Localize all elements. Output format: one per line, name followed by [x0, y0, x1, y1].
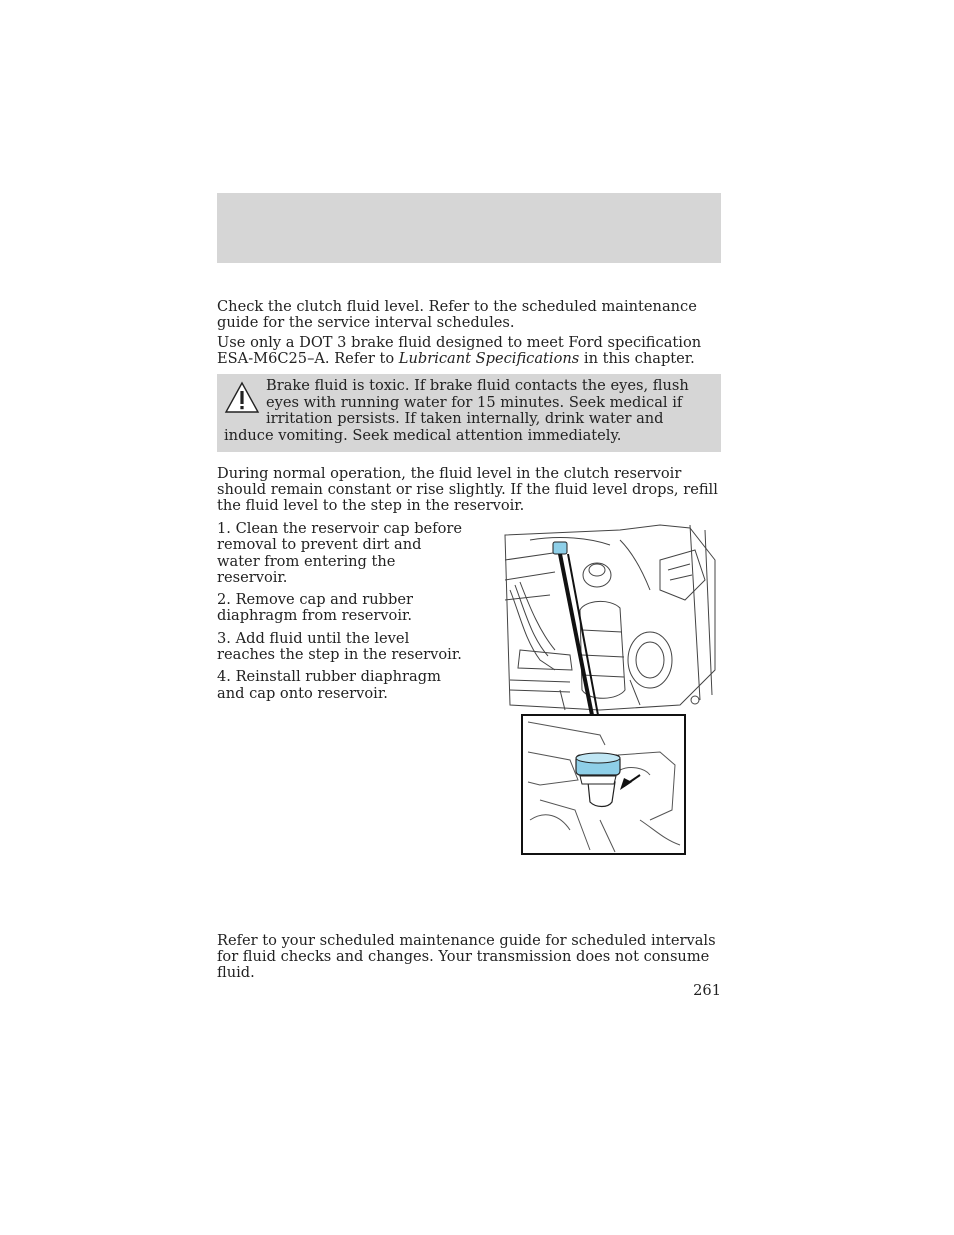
reservoir-cap-icon — [553, 542, 567, 554]
refill-steps-list — [217, 521, 467, 708]
normal-operation-paragraph: During normal operation, the fluid level in the clutch reservoir should remain constant or rise slightly. If the fluid level drops, refill the fluid level to the step in the reservoir. — [217, 465, 718, 514]
transmission-paragraph: Refer to your scheduled maintenance guide for scheduled intervals for fluid checks and changes. Your transmission does not consume fluid. — [217, 932, 716, 981]
spec-text-end: in this chapter. — [579, 350, 695, 367]
lubricant-specifications-reference: Lubricant Specifications — [398, 350, 580, 367]
warning-text: Brake fluid is toxic. If brake fluid contacts the eyes, flush eyes with running water for 15 minutes. Seek medical if irritation persists. If taken internally, drink water and induce vomiting. Seek medical attention immediately. — [224, 377, 689, 444]
check-clutch-paragraph: Check the clutch fluid level. Refer to the scheduled maintenance guide for the service interval schedules. — [217, 298, 697, 331]
brake-fluid-spec-paragraph — [217, 335, 721, 367]
step-item: 1. Clean the reservoir cap before removal to prevent dirt and water from entering the reservoir. — [217, 520, 462, 586]
spec-text-start: Use only a DOT 3 brake fluid designed to meet Ford specification ESA-M6C25–A. Refer to — [217, 334, 702, 367]
step-item: 3. Add fluid until the level reaches the step in the reservoir. — [217, 629, 462, 664]
page-number: 261 — [693, 982, 721, 999]
clutch-reservoir-illustration — [500, 520, 720, 860]
step-item: 2. Remove cap and rubber diaphragm from reservoir. — [217, 591, 413, 625]
warning-box — [217, 374, 721, 452]
step-item: 4. Reinstall rubber diaphragm and cap onto reservoir. — [217, 668, 441, 702]
warning-triangle-icon — [224, 381, 260, 415]
section-header-bar — [217, 193, 721, 263]
